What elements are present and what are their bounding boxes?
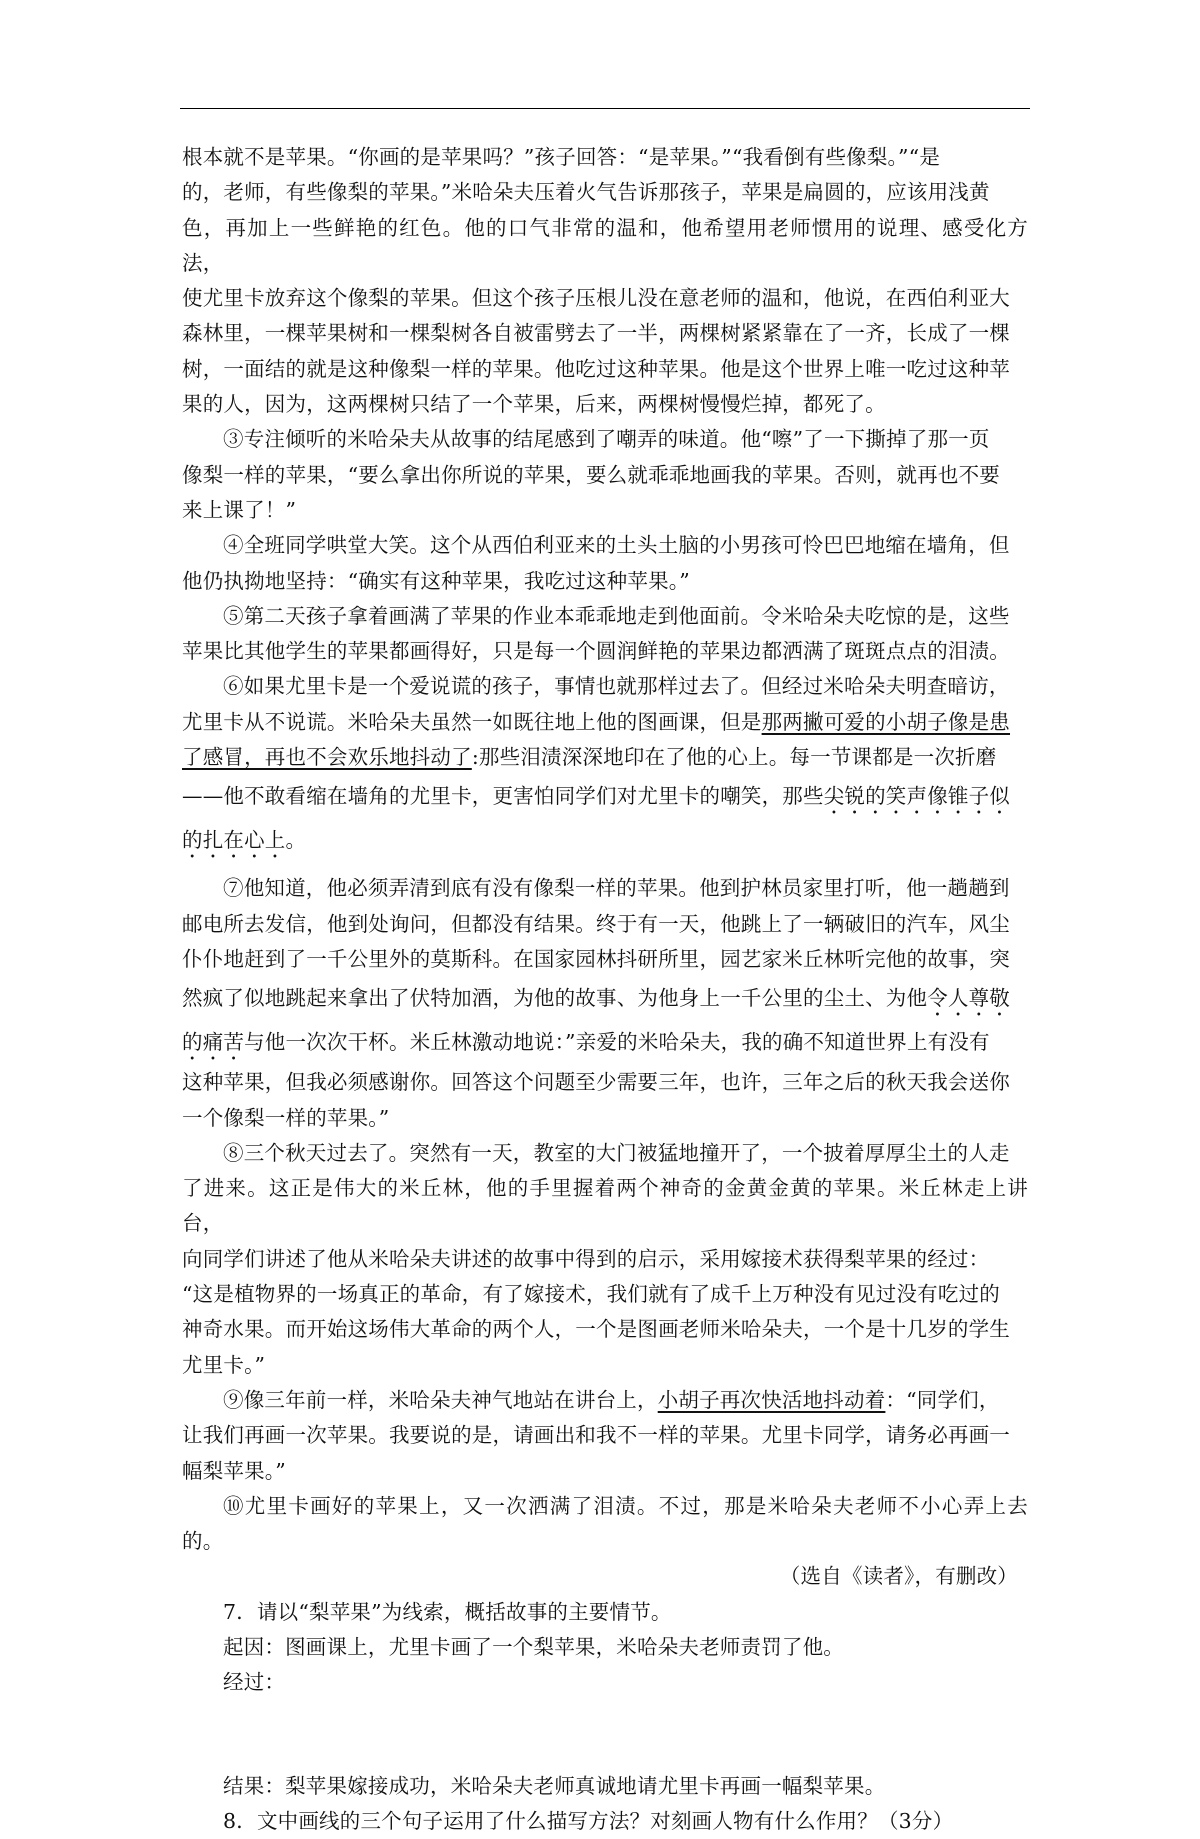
text-line: 果的人，因为，这两棵树只结了一个苹果，后来，两棵树慢慢烂掉，都死了。 [182,392,886,417]
emphasized-phrase-cont: 的痛苦 [182,1030,245,1055]
text-line: 苹果比其他学生的苹果都画得好，只是每一个圆润鲜艳的苹果边都洒满了斑斑点点的泪渍。 [182,639,1010,664]
paragraph-continued [182,140,1028,422]
text-line: 他仍执拗地坚持：“确实有这种苹果，我吃过这种苹果。” [182,568,690,593]
paragraph-3 [182,422,1028,528]
emphasized-phrase: 尖锐的笑声像锥子似 [823,784,1011,809]
text-line: 这种苹果，但我必须感谢你。回答这个问题至少需要三年，也许，三年之后的秋天我会送你 [182,1070,1010,1095]
text-line: 了进来。这正是伟大的米丘林，他的手里握着两个神奇的金黄金黄的苹果。米丘林走上讲台， [182,1176,1028,1236]
text-line: ③专注倾听的米哈朵夫从故事的结尾感到了嘲弄的味道。他“嚓”了一下撕掉了那一页 [223,427,990,452]
text-line: ⑤第二天孩子拿着画满了苹果的作业本乖乖地走到他面前。令米哈朵夫吃惊的是，这些 [223,603,1010,628]
paragraph-5 [182,599,1028,670]
text-line: :那些泪渍深深地印在了他的心上。每一节课都是一次折磨 [471,745,997,770]
text-line: 色，再加上一些鲜艳的红色。他的口气非常的温和，他希望用老师惯用的说理、感受化方法， [182,215,1028,275]
text-line: ⑥如果尤里卡是一个爱说谎的孩子，事情也就那样过去了。但经过米哈朵夫明查暗访， [223,674,1010,699]
text-line: ——他不敢看缩在墙角的尤里卡，更害怕同学们对尤里卡的嘲笑，那些 [182,784,824,809]
text-line: 仆仆地赶到了一千公里外的莫斯科。在国家园林抖研所里，园艺家米丘林听完他的故事，突 [182,946,1010,971]
text-line: 来上课了！” [182,497,297,522]
paragraph-7 [182,871,1028,1135]
text-line: 像梨一样的苹果，“要么拿出你所说的苹果，要么就乖乖地画我的苹果。否则，就再也不要 [182,462,1000,487]
text-line: 幅梨苹果。” [182,1458,286,1483]
text-line: 一个像梨一样的苹果。” [182,1105,390,1130]
source-citation: （选自《读者》，有删改） [779,1564,1018,1589]
text-line: 让我们再画一次苹果。我要说的是，请画出和我不一样的苹果。尤里卡同学，请务必再画一 [182,1423,1010,1448]
passage-body [182,140,1028,1839]
text-line: 的，老师，有些像梨的苹果。”米哈朵夫压着火气告诉那孩子，苹果是扁圆的，应该用浅黄 [182,180,990,205]
answer-blank [182,1701,1028,1769]
text-line: 与他一次次干杯。米丘林激动地说：”亲爱的米哈朵夫，我的确不知道世界上有没有 [244,1030,990,1055]
header-rule [180,108,1030,109]
underlined-sentence-1: 那两撇可爱的小胡子像是患 [761,709,1011,734]
underlined-sentence-3: 小胡子再次快活地抖动着 [657,1387,886,1412]
text-line: 尤里卡从不说谎。米哈朵夫虽然一如既往地上他的图画课，但是 [182,709,762,734]
text-line: “这是植物界的一场真正的革命，有了嫁接术，我们就有了成千上万种没有见过没有吃过的 [182,1282,1000,1307]
text-line: 然疯了似地跳起来拿出了伏特加酒，为他的故事、为他身上一千公里的尘土、为他 [182,986,928,1011]
underlined-sentence-1-cont: 了感冒，再也不会欢乐地抖动了 [182,745,472,770]
paragraph-10 [182,1489,1028,1560]
text-line: ⑩尤里卡画好的苹果上，又一次洒满了泪渍。不过，那是米哈朵夫老师不小心弄上去的。 [182,1493,1028,1554]
text-line: ：“同学们， [885,1387,1000,1412]
text-line: 森林里，一棵苹果树和一棵梨树各自被雷劈去了一半，两棵树紧紧靠在了一齐，长成了一棵 [182,321,1010,346]
text-line: ④全班同学哄堂大笑。这个从西伯利亚来的土头土脑的小男孩可怜巴巴地缩在墙角，但 [223,533,1010,558]
text-line: 根本就不是苹果。“你画的是苹果吗？”孩子回答：“是苹果。”“我看倒有些像梨。”“是 [182,145,941,169]
text-line: 邮电所去发信，他到处询问，但都没有结果。终于有一天，他跳上了一辆破旧的汽车，风尘 [182,911,1010,936]
paragraph-4 [182,528,1028,599]
text-line: 尤里卡。” [182,1352,266,1377]
text-line: 树，一面结的就是这种像梨一样的苹果。他吃过这种苹果。他是这个世界上唯一吃过这种苹 [182,356,1010,381]
text-line: 使尤里卡放弃这个像梨的苹果。但这个孩子压根儿没在意老师的温和，他说，在西伯利亚大 [182,286,1010,311]
paragraph-8 [182,1136,1028,1383]
text-line: 向同学们讲述了他从米哈朵夫讲述的故事中得到的启示，采用嫁接术获得梨苹果的经过： [182,1246,990,1271]
text-line: 神奇水果。而开始这场伟大革命的两个人，一个是图画老师米哈朵夫，一个是十几岁的学生 [182,1317,1010,1342]
paragraph-6 [182,669,1028,863]
emphasized-phrase-cont: 的扎在心上 [182,828,286,853]
text-line: ⑨像三年前一样，米哈朵夫神气地站在讲台上， [223,1387,658,1412]
text-line: ⑧三个秋天过去了。突然有一天，教室的大门被猛地撞开了，一个披着厚厚尘土的人走 [223,1140,1010,1165]
text-line: ⑦他知道，他必须弄清到底有没有像梨一样的苹果。他到护林员家里打听，他一趟趟到 [223,876,1010,901]
text-line: 。 [285,828,307,853]
emphasized-phrase: 令人尊敬 [927,986,1011,1011]
question-8: 8．文中画线的三个句子运用了什么描写方法？对刻画人物有什么作用？（3分） [223,1808,954,1833]
question-7: 7．请以“梨苹果”为线索，概括故事的主要情节。 [223,1599,672,1624]
question-7-cause: 起因：图画课上，尤里卡画了一个梨苹果，米哈朵夫老师责罚了他。 [223,1634,844,1659]
question-7-result: 结果：梨苹果嫁接成功，米哈朵夫老师真诚地请尤里卡再画一幅梨苹果。 [223,1773,886,1798]
question-7-process: 经过： [223,1670,286,1695]
paragraph-9 [182,1383,1028,1489]
